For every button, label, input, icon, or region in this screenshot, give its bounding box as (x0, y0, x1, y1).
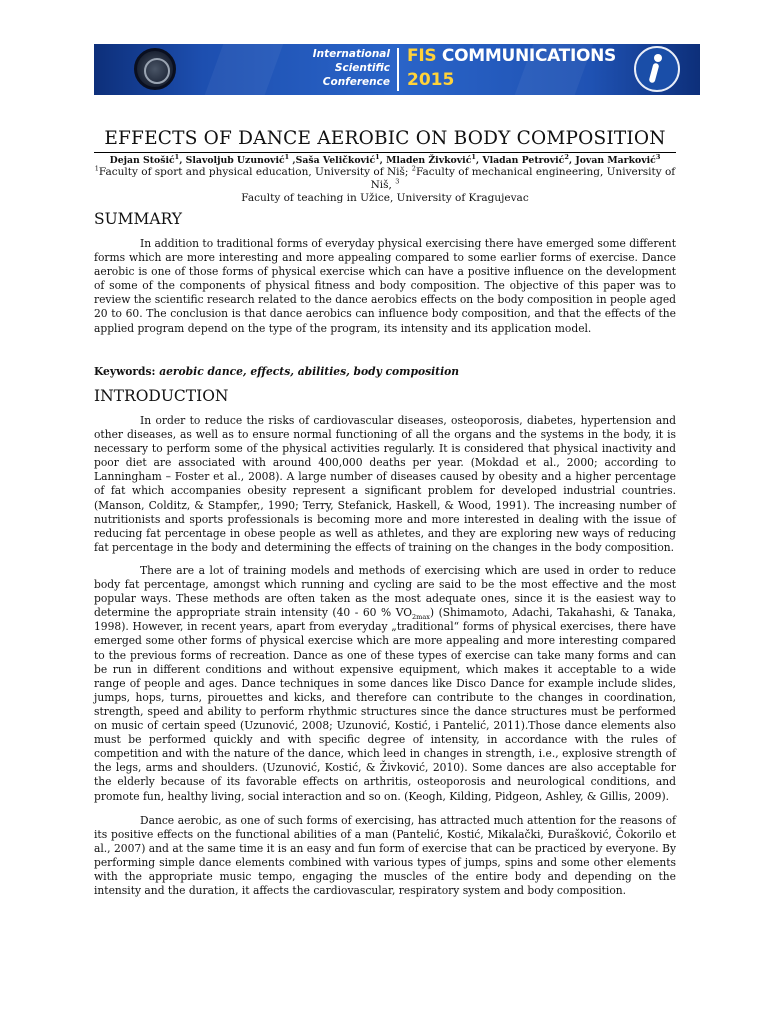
keywords-label: Keywords: (94, 365, 156, 378)
author-name: Dejan Stošić (109, 155, 175, 166)
affiliation: Faculty of mechanical engineering, University of Niš, (370, 166, 676, 191)
faculty-runner-logo-icon (634, 46, 680, 92)
conference-banner (94, 44, 700, 95)
author-name: Vladan Petrović (482, 155, 565, 166)
author-name: Mladen Živković (386, 155, 472, 166)
affiliation: Faculty of teaching in Užice, University of Kragujevac (241, 192, 529, 204)
fis-communications-logo: FIS COMMUNICATIONS (407, 46, 616, 66)
intro-paragraph-3: Dance aerobic, as one of such forms of exercising, has attracted much attention for the reasons of its positive effects on the functional abilities of a man (Pantelić, Kostić, Mikalački, Đurašković, Čokorilo et al., 2007) and at the same time it is an easy and fun form of exercise that can be practiced by everyone. By performing simple dance elements combined with various types of jumps, spins and some other elements with the appropriate music tempo, engaging the muscles of the entire body and depending on the intensity and the duration, it affects the cardiovascular, respiratory system and body composition. (94, 814, 676, 898)
summary-heading: SUMMARY (94, 210, 183, 228)
introduction-heading: INTRODUCTION (94, 387, 229, 405)
paper-title: EFFECTS OF DANCE AEROBIC ON BODY COMPOSITION (104, 128, 666, 149)
affiliations: $^1$Faculty of sport and physical education, University of Niš; $^2$Faculty of mechanical engineering, University of Niš, $^3$ Faculty of teaching in Užice, University of Kragujevac (94, 164, 676, 204)
banner-stripe (205, 44, 284, 95)
intro-paragraph-2: There are a lot of training models and methods of exercising which are used in order to reduce body fat percentage, amongst which running and cycling are said to be the most effective and the most popular ways. These methods are often taken as the most adequate ones, since it is the easiest way to determine the appropriate strain intensity (40 - 60 % $VO_{2max}$) (Shimamoto, Adachi, Takahashi, & Tanaka, 1998). However, in recent years, apart from everyday „traditional“ forms of physical exercises, there have emerged some other forms of physical exercise which are more appealing and more interesting compared to the previous forms of recreation. Dance as one of these types of exercise can take many forms and can be run in different conditions and without expensive equipment, which makes it acceptable to a wide range of people and ages. Dance techniques in some dances like Disco Dance for example include slides, jumps, hops, turns, pirouettes and kicks, and therefore can contribute to the changes in coordination, strength, speed and ability to perform rhythmic structures since the dance structures must be performed on music of certain speed (Uzunović, 2008; Uzunović, Kostić, i Pantelić, 2011).Those dance elements also must be performed quickly and with specific degree of intensity, in accordance with the rules of competition and with the nature of the dance, which leed in changes in strength, i.e., explosive strength of the legs, arms and shoulders. (Uzunović, Kostić, & Živković, 2010). Some dances are also acceptable for the elderly because of its favorable effects on arthritis, osteoporosis and neurological conditions, and promote fun, healthy living, social interaction and so on. (Keogh, Kilding, Pidgeon, Ashley, & Gillis, 2009). (94, 564, 676, 803)
conference-name: International Scientific Conference (312, 48, 390, 88)
keywords (94, 365, 459, 378)
university-seal-icon (134, 48, 176, 90)
author-list: Dejan Stošić$^1$, Slavoljub Uzunović$^1$ ,Saša Veličković$^1$, Mladen Živković$^1$, Vladan Petrović$^2$, Jovan Marković$^3$ (109, 152, 661, 166)
intro-paragraph-1: In order to reduce the risks of cardiovascular diseases, osteoporosis, diabetes, hypertension and other diseases, as well as to ensure normal functioning of all the organs and the systems in the body, it is necessary to perform some of the physical activities regularly. It is considered that physical inactivity and poor diet are associated with around 400,000 deaths per year. (Mokdad et al., 2000; according to Lanningham – Foster et al., 2008). A large number of diseases caused by obesity and a higher percentage of fat which accompanies obesity represent a significant problem for developed industrial countries. (Manson, Colditz, & Stampfer,, 1990; Terry, Stefanick, Haskell, & Wood, 1991). The increasing number of nutritionists and sports professionals is becoming more and more interested in dealing with the issue of reducing fat percentage in obese people as well as athletes, and they are exploring new ways of reducing fat percentage in the body and determining the effects of training on the changes in the body composition. (94, 414, 676, 554)
banner-year: 2015 (407, 70, 455, 90)
author-name: Saša Veličković (295, 155, 376, 166)
affiliation: Faculty of sport and physical education, University of Niš; (98, 166, 409, 178)
banner-divider (397, 48, 399, 91)
title-rule (94, 152, 676, 153)
summary-paragraph: In addition to traditional forms of everyday physical exercising there have emerged some different forms which are more interesting and more appealing compared to some earlier forms of exercise. Dance aerobic is one of those forms of physical exercise which can have a positive influence on the development of some of the components of physical fitness and body composition. The objective of this paper was to review the scientific research related to the dance aerobics effects on the body composition in people aged 20 to 60. The conclusion is that dance aerobics can influence body composition, and that the effects of the applied program depend on the type of the program, its intensity and its application model. (94, 237, 676, 335)
keywords-terms: aerobic dance, effects, abilities, body composition (159, 365, 460, 378)
author-name: Slavoljub Uzunović (185, 155, 285, 166)
author-name: Jovan Marković (575, 155, 656, 166)
